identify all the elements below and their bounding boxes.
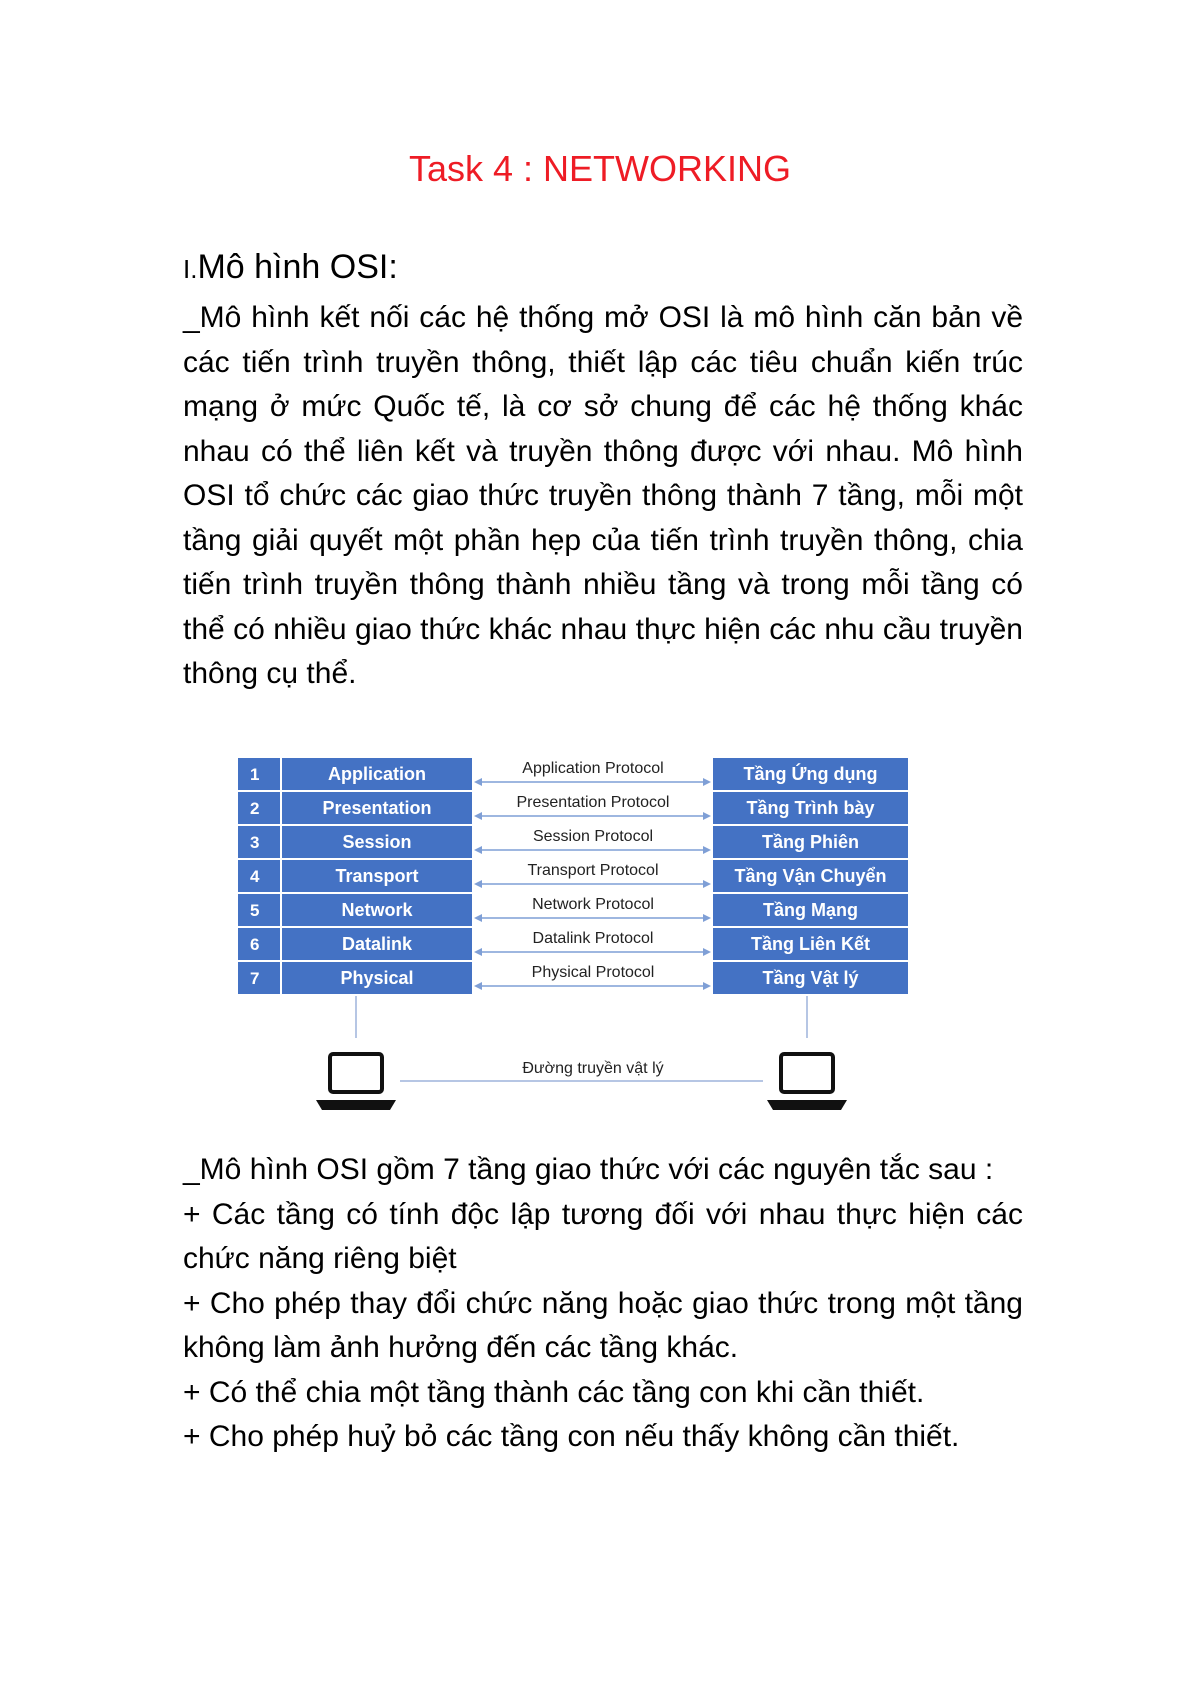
osi-diagram [238, 758, 908, 1128]
layer-vi-name: Tầng Vận Chuyển [734, 866, 887, 886]
arrow-head-left [474, 914, 482, 922]
protocol-label: Physical Protocol [531, 964, 655, 981]
rule-item: + Cho phép huỷ bỏ các tầng con nếu thấy không cần thiết. [183, 1420, 960, 1453]
rule-item: + Các tầng có tính độc lập tương đối với nhau thực hiện các chức năng riêng biệt [183, 1197, 1023, 1275]
left-laptop-icon-base [316, 1100, 396, 1110]
layer-name: Session [342, 832, 412, 852]
arrow-head-right [703, 778, 711, 786]
layer-vi-name: Tầng Ứng dụng [743, 764, 878, 784]
arrow-head-left [474, 982, 482, 990]
layer-vi-name: Tầng Phiên [761, 832, 860, 852]
right-laptop-icon-base [767, 1100, 847, 1110]
arrow-head-right [703, 880, 711, 888]
rule-item: + Có thể chia một tầng thành các tầng con khi cần thiết. [183, 1375, 925, 1409]
protocol-label: Session Protocol [532, 828, 654, 845]
osi-diagram-svg [238, 758, 908, 1128]
layer-vi-name: Tầng Vật lý [762, 968, 859, 988]
protocol-label: Network Protocol [532, 896, 654, 913]
layer-number: 2 [250, 799, 260, 818]
section-number: I. [183, 254, 198, 284]
arrow-head-right [703, 812, 711, 820]
protocol-label: Transport Protocol [527, 862, 659, 879]
layer-name: Presentation [322, 798, 432, 818]
left-laptop-icon-screen [330, 1054, 382, 1092]
arrow-head-right [703, 948, 711, 956]
arrow-head-right [703, 982, 711, 990]
arrow-head-right [703, 846, 711, 854]
layer-name: Datalink [341, 934, 413, 954]
layer-number: 3 [250, 833, 260, 852]
arrow-head-right [703, 914, 711, 922]
arrow-head-left [474, 846, 482, 854]
layer-name: Network [341, 900, 413, 920]
layer-vi-name: Tầng Liên Kết [750, 934, 871, 954]
layer-name: Application [328, 764, 426, 784]
layer-number: 5 [250, 901, 260, 920]
layer-name: Physical [340, 968, 414, 988]
arrow-head-left [474, 812, 482, 820]
protocol-label: Presentation Protocol [516, 794, 670, 811]
arrow-head-left [474, 778, 482, 786]
rules-section [183, 1148, 1023, 1460]
layer-name: Transport [335, 866, 419, 886]
layer-vi-name: Tầng Trình bày [746, 798, 875, 818]
rule-item: + Cho phép thay đổi chức năng hoặc giao thức trong một tầng không làm ảnh hưởng đến các tầng khác. [183, 1286, 1023, 1364]
layer-number: 1 [250, 765, 260, 784]
arrow-head-left [474, 880, 482, 888]
physical-link-label: Đường truyền vật lý [522, 1060, 664, 1077]
intro-paragraph: _Mô hình kết nối các hệ thống mở OSI là mô hình căn bản về các tiến trình truyền thông, thiết lập các tiêu chuẩn kiến trúc mạng ở mức Quốc tế, là cơ sở chung để các hệ thống khác nhau có thể liên kết và truyền thông được với nhau. Mô hình OSI tổ chức các giao thức truyền thông thành 7 tầng, mỗi một tầng giải quyết một phần hẹp của tiến trình truyền thông, chia tiến trình truyền thông thành nhiều tầng và trong mỗi tầng có thể có nhiều giao thức khác nhau thực hiện các nhu cầu truyền thông cụ thể. [183, 301, 1023, 690]
document-title: Task 4 : NETWORKING [408, 148, 792, 189]
layer-vi-name: Tầng Mạng [763, 900, 858, 920]
rules-intro: _Mô hình OSI gồm 7 tầng giao thức với các nguyên tắc sau : [183, 1153, 994, 1186]
protocol-label: Application Protocol [522, 760, 664, 777]
layer-number: 7 [250, 969, 260, 988]
layer-number: 6 [250, 935, 260, 954]
protocol-label: Datalink Protocol [532, 930, 654, 947]
layer-number: 4 [250, 867, 260, 886]
section-heading [183, 248, 398, 287]
section-heading-text: Mô hình OSI: [197, 248, 398, 286]
arrow-head-left [474, 948, 482, 956]
right-laptop-icon-screen [781, 1054, 833, 1092]
